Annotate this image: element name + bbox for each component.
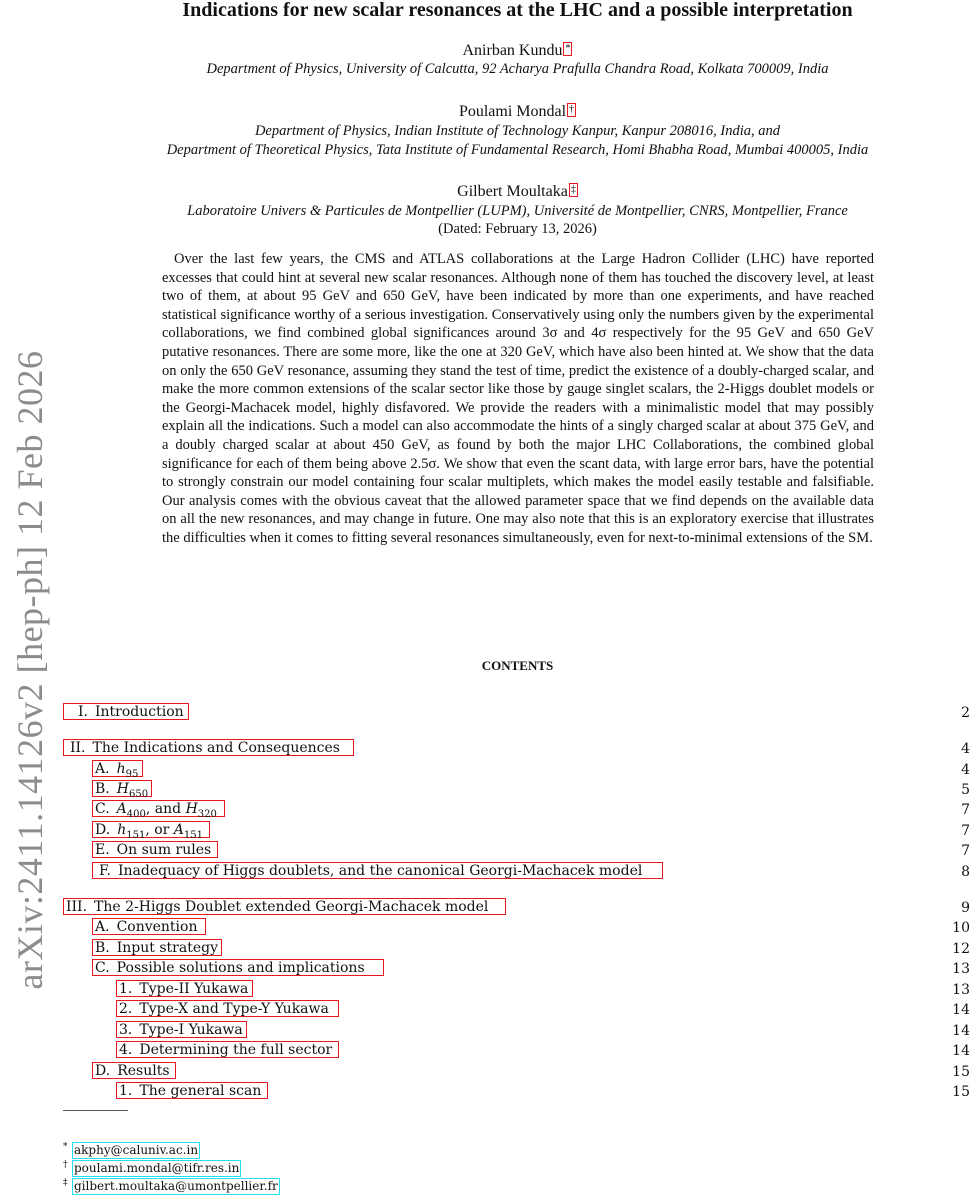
- abstract: Over the last few years, the CMS and ATLAS collaborations at the Large Hadron Collider (LHC) have reported excesses that could hint at several new scalar resonances. Although none of them has touched the discovery level, at least two of them, at about 95 GeV and 650 GeV, have been indicated by more than one experiments, and have reached statistical significance worthy of a serious investigation. Conservatively using only the numbers given by the experimental collaborations, we find combined global significances around 3σ and 4σ respectively for the 95 GeV and 650 GeV putative resonances. There are some more, like the one at 320 GeV, which have also been hinted at. We show that the data on only the 650 GeV resonance, assuming they stand the test of time, predict the existence of a doubly-charged scalar, and make the more common extensions of the scalar sector like those by gauge singlet scalars, the 2-Higgs doublet models or the Georgi-Machacek model, highly disfavored. We provide the readers with a minimalistic model that may possibly explain all the indications. Such a model can also accommodate the hints of a singly charged scalar at about 375 GeV, and a doubly charged scalar at about 450 GeV, as found by both the major LHC Collaborations, the combined global significance for each of them being above 2.5σ. We show that even the scant data, with large error bars, have the potential to strongly constrain our model containing four scalar multiplets, which makes the model easily testable and falsifiable. Our analysis comes with the obvious caveat that the allowed parameter space that we find depends on the available data on all the new resonances, and may change in future. One may also note that this is an exploratory exercise that illustrates the difficulties when it comes to fitting several resonances simultaneously, even for next-to-minimal extensions of the SM.: [162, 251, 874, 546]
- toc-link-type-ii[interactable]: 1. Type-II Yukawa: [116, 980, 253, 997]
- author-moultaka: [0, 183, 970, 201]
- toc-page-number: 9: [961, 900, 970, 916]
- footnote-link-ddagger[interactable]: ‡: [570, 184, 576, 195]
- footnote-mark: *: [63, 1142, 68, 1152]
- toc-page-number: 10: [952, 920, 970, 936]
- footnote-mark: †: [63, 1160, 68, 1170]
- toc-link-h95[interactable]: A. $h_{95}$: [92, 760, 143, 777]
- toc-row: [0, 841, 970, 861]
- author-name: Anirban Kundu: [462, 42, 563, 59]
- toc-page-number: 8: [961, 864, 970, 880]
- contents-heading: CONTENTS: [481, 658, 554, 673]
- toc-page-number: 14: [952, 1023, 970, 1039]
- affiliation-iitk: Department of Physics, Indian Institute of Technology Kanpur, Kanpur 208016, India, and: [254, 123, 781, 139]
- author-name: Poulami Mondal: [458, 103, 567, 120]
- toc-page-number: 4: [961, 741, 970, 757]
- footnote-kundu: [63, 1142, 200, 1159]
- toc-row: [0, 1041, 970, 1061]
- author-name: Gilbert Moultaka: [457, 183, 568, 200]
- toc-page-number: 15: [952, 1084, 970, 1100]
- toc-link-possible-solutions[interactable]: C. Possible solutions and implications: [92, 959, 384, 976]
- author-kundu: [0, 42, 970, 60]
- footnote-link-star[interactable]: *: [565, 43, 571, 54]
- toc-link-type-x-y[interactable]: 2. Type-X and Type-Y Yukawa: [116, 1000, 339, 1017]
- toc-page-number: 14: [952, 1002, 970, 1018]
- toc-link-results[interactable]: D. Results: [92, 1062, 176, 1079]
- email-link-mondal[interactable]: poulami.mondal@tifr.res.in: [74, 1161, 240, 1175]
- toc-page-number: 4: [961, 762, 970, 778]
- author-mondal: [0, 103, 970, 121]
- toc-page-number: 7: [961, 823, 970, 839]
- toc-page-number: 7: [961, 843, 970, 859]
- toc-link-h151-a151[interactable]: D. $h_{151}$, or $A_{151}$: [92, 821, 210, 838]
- toc-row: [0, 939, 970, 959]
- affiliation-lupm: Laboratoire Univers & Particules de Montpellier (LUPM), Université de Montpellier, CNRS, Montpellier, France: [187, 203, 848, 219]
- toc-page-number: 5: [961, 782, 970, 798]
- toc-page-number: 13: [952, 982, 970, 998]
- toc-row: [0, 760, 970, 780]
- toc-link-h650[interactable]: B. $H_{650}$: [92, 780, 152, 797]
- toc-page-number: 7: [961, 802, 970, 818]
- toc-page-number: 12: [952, 941, 970, 957]
- toc-row: [0, 821, 970, 841]
- toc-row: [0, 918, 970, 938]
- footnote-link-dagger[interactable]: †: [569, 104, 575, 115]
- email-link-moultaka[interactable]: gilbert.moultaka@umontpellier.fr: [74, 1179, 278, 1193]
- toc-link-introduction[interactable]: I. Introduction: [63, 703, 189, 720]
- symbol-H650: $H_{650}$: [116, 781, 149, 800]
- toc-row: [0, 898, 970, 918]
- paper-title: Indications for new scalar resonances at the LHC and a possible interpretation: [182, 0, 853, 21]
- toc-page-number: 15: [952, 1064, 970, 1080]
- footnote-mark: ‡: [63, 1178, 68, 1188]
- footnote-moultaka: [63, 1178, 280, 1195]
- toc-row: [0, 780, 970, 800]
- symbol-h95: $h_{95}$: [116, 761, 139, 780]
- toc-link-full-sector[interactable]: 4. Determining the full sector: [116, 1041, 339, 1058]
- affiliation-tifr: Department of Theoretical Physics, Tata Institute of Fundamental Research, Homi Bhabha Road, Mumbai 400005, India: [166, 142, 869, 158]
- toc-row: [0, 800, 970, 820]
- arxiv-identifier-stamp: arXiv:2411.14126v2 [hep-ph] 12 Feb 2026: [10, 350, 50, 990]
- toc-link-sum-rules[interactable]: E. On sum rules: [92, 841, 218, 858]
- toc-page-number: 13: [952, 961, 970, 977]
- toc-row: [0, 739, 970, 759]
- toc-page-number: 14: [952, 1043, 970, 1059]
- toc-row: [0, 862, 970, 882]
- toc-page-number: 2: [961, 705, 970, 721]
- toc-link-2hdm-gm[interactable]: III. The 2-Higgs Doublet extended Georgi-Machacek model: [63, 898, 506, 915]
- email-link-kundu[interactable]: akphy@caluniv.ac.in: [74, 1143, 199, 1157]
- toc-link-convention[interactable]: A. Convention: [92, 918, 206, 935]
- toc-link-input-strategy[interactable]: B. Input strategy: [92, 939, 222, 956]
- footnote-mondal: [63, 1160, 241, 1177]
- toc-row: [0, 959, 970, 979]
- toc-link-indications[interactable]: II. The Indications and Consequences: [63, 739, 354, 756]
- toc-row: [0, 1082, 970, 1102]
- dated-line: (Dated: February 13, 2026): [438, 221, 597, 237]
- affiliation-calcutta: Department of Physics, University of Calcutta, 92 Acharya Prafulla Chandra Road, Kolkata 700009, India: [206, 61, 829, 77]
- toc-row: [0, 980, 970, 1000]
- toc-row: [0, 1000, 970, 1020]
- toc-link-general-scan[interactable]: 1. The general scan: [116, 1082, 268, 1099]
- toc-row: [0, 1062, 970, 1082]
- footnote-divider: [63, 1110, 128, 1111]
- toc-row: [0, 1021, 970, 1041]
- toc-link-inadequacy[interactable]: F. Inadequacy of Higgs doublets, and the canonical Georgi-Machacek model: [92, 862, 663, 879]
- toc-row: [0, 703, 970, 723]
- toc-link-type-i[interactable]: 3. Type-I Yukawa: [116, 1021, 247, 1038]
- toc-link-a400-h320[interactable]: C. $A_{400}$, and $H_{320}$: [92, 800, 225, 817]
